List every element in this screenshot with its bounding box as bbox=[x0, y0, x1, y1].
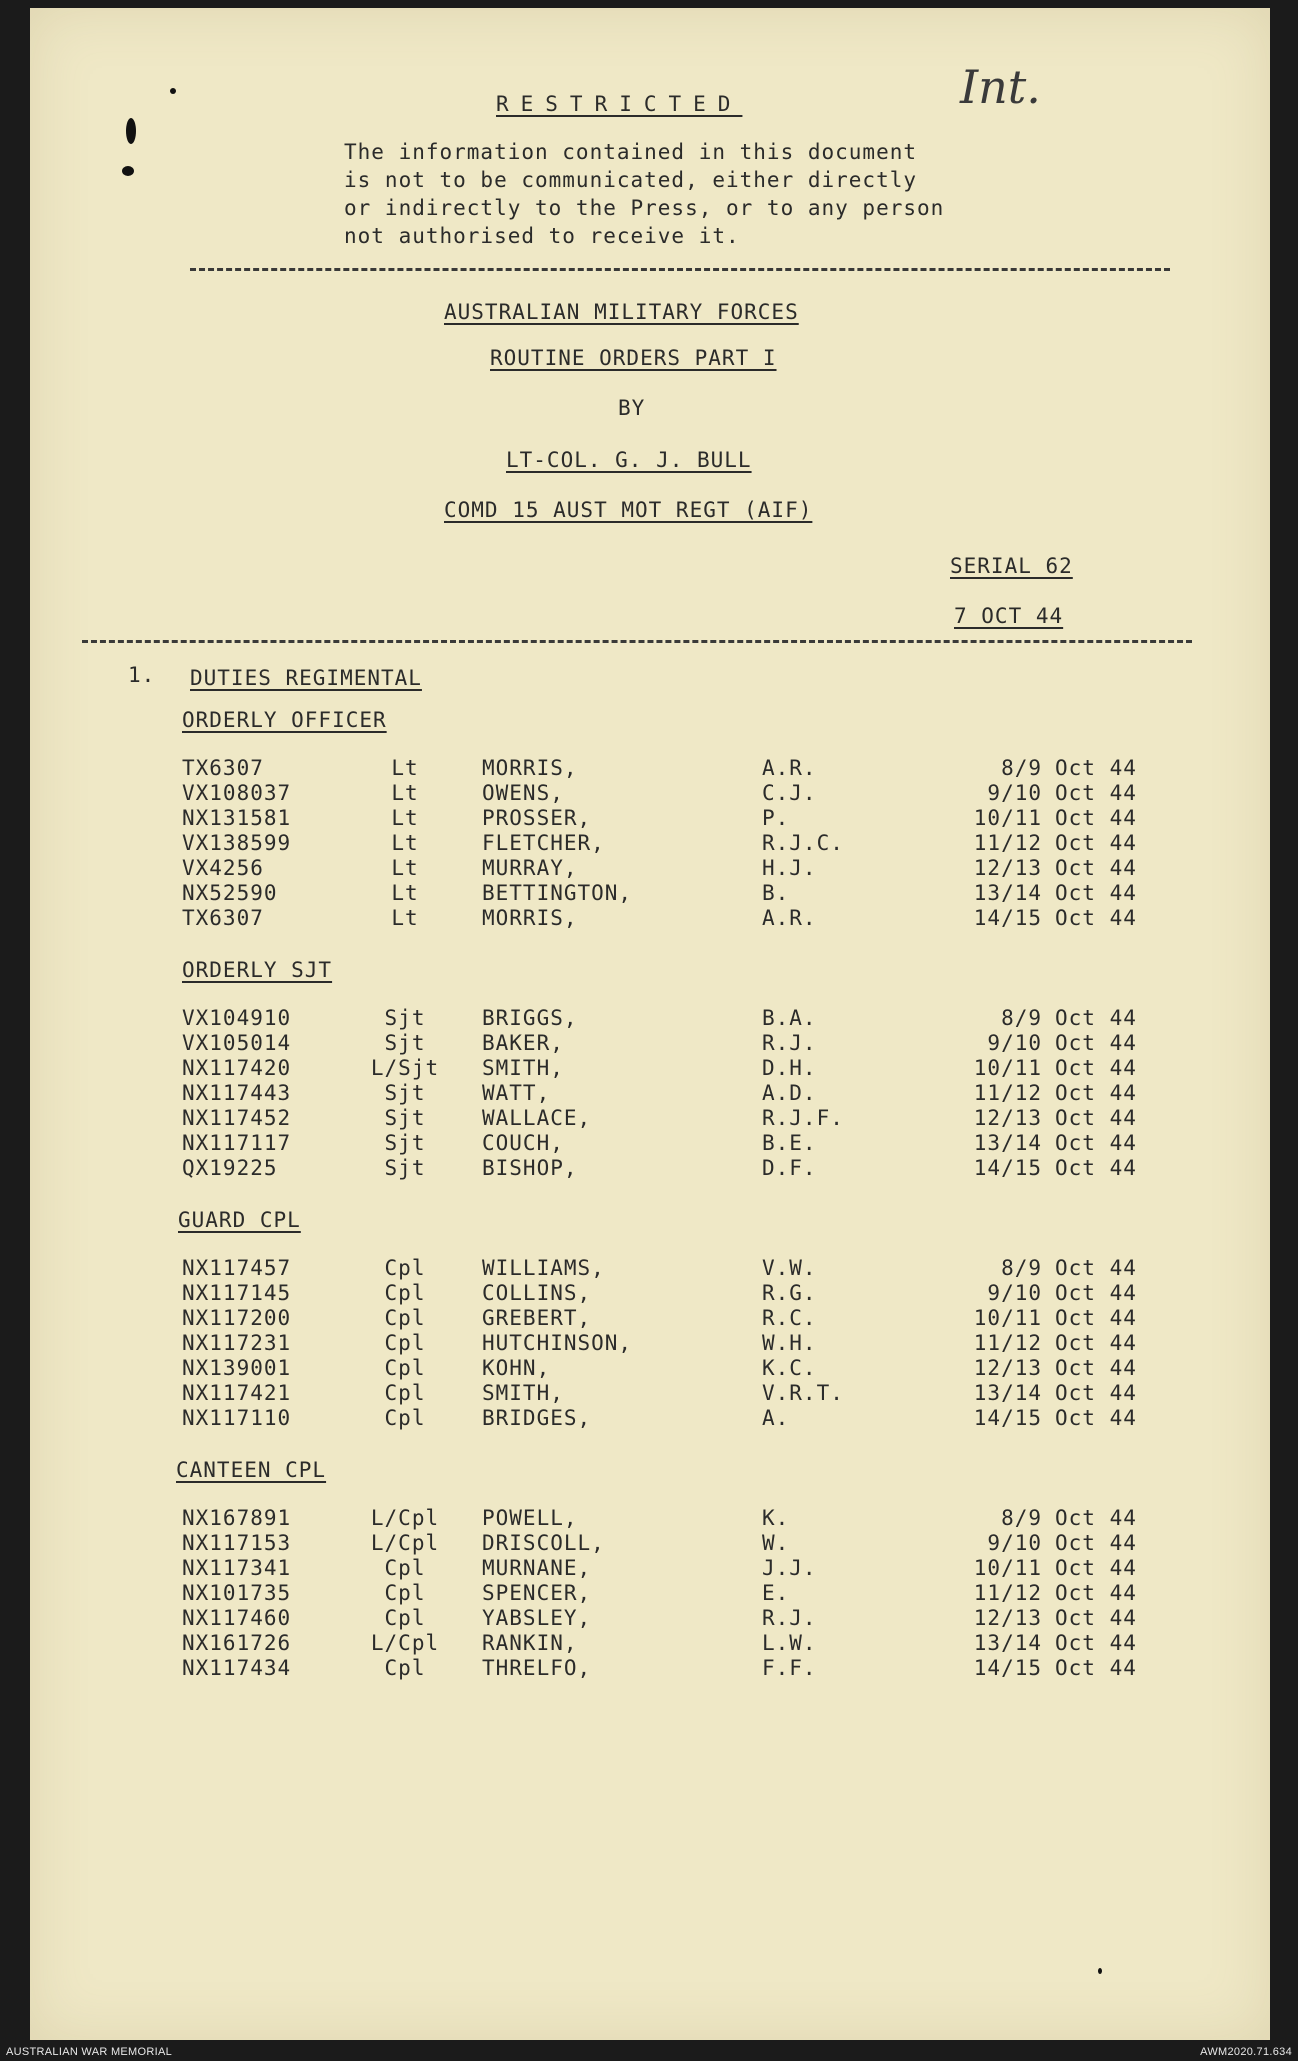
initials: R.J. bbox=[762, 1606, 817, 1630]
duty-month: Oct 44 bbox=[1055, 1381, 1137, 1405]
footer-institution: AUSTRALIAN WAR MEMORIAL bbox=[6, 2046, 173, 2058]
table-row bbox=[30, 1006, 1270, 1032]
service-number: NX117452 bbox=[182, 1106, 292, 1130]
initials: L.W. bbox=[762, 1631, 817, 1655]
surname: BAKER, bbox=[482, 1031, 564, 1055]
duty-month: Oct 44 bbox=[1055, 1006, 1137, 1030]
duty-dates: 9/10 bbox=[987, 1031, 1042, 1055]
rank: Cpl bbox=[384, 1281, 426, 1305]
duty-month: Oct 44 bbox=[1055, 1081, 1137, 1105]
table-row bbox=[30, 1606, 1270, 1632]
rank: Cpl bbox=[384, 1656, 426, 1680]
notice-line: not authorised to receive it. bbox=[344, 224, 740, 248]
service-number: VX104910 bbox=[182, 1006, 292, 1030]
duty-group-canteen-cpl bbox=[30, 1458, 1270, 1708]
surname: SMITH, bbox=[482, 1056, 564, 1080]
section-title: DUTIES REGIMENTAL bbox=[190, 666, 422, 690]
duty-month: Oct 44 bbox=[1055, 831, 1137, 855]
initials: K.C. bbox=[762, 1356, 817, 1380]
initials: V.R.T. bbox=[762, 1381, 844, 1405]
duty-month: Oct 44 bbox=[1055, 1631, 1137, 1655]
duty-dates: 14/15 bbox=[973, 1406, 1042, 1430]
duty-month: Oct 44 bbox=[1055, 1106, 1137, 1130]
duty-month: Oct 44 bbox=[1055, 1306, 1137, 1330]
rank: L/Cpl bbox=[370, 1531, 440, 1555]
table-row bbox=[30, 856, 1270, 882]
group-heading: ORDERLY OFFICER bbox=[182, 708, 387, 732]
duty-dates: 12/13 bbox=[973, 856, 1042, 880]
initials: B. bbox=[762, 881, 790, 905]
service-number: VX4256 bbox=[182, 856, 264, 880]
initials: C.J. bbox=[762, 781, 817, 805]
initials: R.J.F. bbox=[762, 1106, 844, 1130]
rank: L/Sjt bbox=[370, 1056, 440, 1080]
service-number: NX117200 bbox=[182, 1306, 292, 1330]
rank: Cpl bbox=[384, 1256, 426, 1280]
table-row bbox=[30, 1031, 1270, 1057]
rank: Sjt bbox=[384, 1106, 426, 1130]
rank: Lt bbox=[391, 831, 419, 855]
duty-dates: 12/13 bbox=[973, 1106, 1042, 1130]
rank: Lt bbox=[391, 756, 419, 780]
duty-month: Oct 44 bbox=[1055, 1556, 1137, 1580]
table-row bbox=[30, 1656, 1270, 1682]
rank: Sjt bbox=[384, 1006, 426, 1030]
service-number: NX117421 bbox=[182, 1381, 292, 1405]
title-line-5: COMD 15 AUST MOT REGT (AIF) bbox=[444, 498, 813, 522]
duty-dates: 13/14 bbox=[973, 1631, 1042, 1655]
table-row bbox=[30, 1356, 1270, 1382]
notice-line: The information contained in this document bbox=[344, 140, 918, 164]
duty-month: Oct 44 bbox=[1055, 881, 1137, 905]
rank: Sjt bbox=[384, 1156, 426, 1180]
table-row bbox=[30, 806, 1270, 832]
initials: D.F. bbox=[762, 1156, 817, 1180]
table-row bbox=[30, 781, 1270, 807]
surname: MORRIS, bbox=[482, 756, 578, 780]
duty-month: Oct 44 bbox=[1055, 1031, 1137, 1055]
table-row bbox=[30, 1331, 1270, 1357]
table-row bbox=[30, 1381, 1270, 1407]
rank: Lt bbox=[391, 781, 419, 805]
table-row bbox=[30, 756, 1270, 782]
service-number: NX117434 bbox=[182, 1656, 292, 1680]
surname: COUCH, bbox=[482, 1131, 564, 1155]
initials: J.J. bbox=[762, 1556, 817, 1580]
initials: R.C. bbox=[762, 1306, 817, 1330]
duty-dates: 9/10 bbox=[987, 781, 1042, 805]
table-row bbox=[30, 1306, 1270, 1332]
service-number: NX117117 bbox=[182, 1131, 292, 1155]
service-number: NX117460 bbox=[182, 1606, 292, 1630]
initials: A. bbox=[762, 1406, 790, 1430]
duty-dates: 8/9 bbox=[1001, 1256, 1042, 1280]
service-number: NX52590 bbox=[182, 881, 278, 905]
rank: Cpl bbox=[384, 1406, 426, 1430]
initials: H.J. bbox=[762, 856, 817, 880]
duty-dates: 10/11 bbox=[973, 1056, 1042, 1080]
surname: RANKIN, bbox=[482, 1631, 578, 1655]
service-number: TX6307 bbox=[182, 906, 264, 930]
surname: BRIDGES, bbox=[482, 1406, 592, 1430]
duty-month: Oct 44 bbox=[1055, 1581, 1137, 1605]
duty-dates: 14/15 bbox=[973, 1656, 1042, 1680]
service-number: QX19225 bbox=[182, 1156, 278, 1180]
duty-month: Oct 44 bbox=[1055, 756, 1137, 780]
document-page bbox=[30, 8, 1270, 2040]
table-row bbox=[30, 1106, 1270, 1132]
duty-dates: 8/9 bbox=[1001, 1006, 1042, 1030]
initials: V.W. bbox=[762, 1256, 817, 1280]
duty-group-orderly-officer bbox=[30, 708, 1270, 958]
binding-mark bbox=[122, 166, 134, 176]
service-number: NX117341 bbox=[182, 1556, 292, 1580]
duty-month: Oct 44 bbox=[1055, 1331, 1137, 1355]
duty-month: Oct 44 bbox=[1055, 1606, 1137, 1630]
rank: Cpl bbox=[384, 1331, 426, 1355]
rank: Sjt bbox=[384, 1131, 426, 1155]
duty-group-guard-cpl bbox=[30, 1208, 1270, 1458]
surname: GREBERT, bbox=[482, 1306, 592, 1330]
initials: A.R. bbox=[762, 756, 817, 780]
table-row bbox=[30, 1556, 1270, 1582]
rank: L/Cpl bbox=[370, 1631, 440, 1655]
rank: Lt bbox=[391, 906, 419, 930]
table-row bbox=[30, 1406, 1270, 1432]
initials: R.J.C. bbox=[762, 831, 844, 855]
initials: A.R. bbox=[762, 906, 817, 930]
handwritten-annotation: Int. bbox=[960, 60, 1041, 114]
table-row bbox=[30, 1631, 1270, 1657]
duty-group-orderly-sjt bbox=[30, 958, 1270, 1208]
group-heading: ORDERLY SJT bbox=[182, 958, 333, 982]
initials: W.H. bbox=[762, 1331, 817, 1355]
service-number: NX117420 bbox=[182, 1056, 292, 1080]
binding-mark bbox=[126, 118, 136, 144]
surname: WALLACE, bbox=[482, 1106, 592, 1130]
rank: Cpl bbox=[384, 1606, 426, 1630]
notice-line: or indirectly to the Press, or to any person bbox=[344, 196, 945, 220]
table-row bbox=[30, 906, 1270, 932]
initials: F.F. bbox=[762, 1656, 817, 1680]
title-line-1: AUSTRALIAN MILITARY FORCES bbox=[444, 300, 799, 324]
initials: B.E. bbox=[762, 1131, 817, 1155]
divider bbox=[190, 268, 1170, 271]
notice-line: is not to be communicated, either directly bbox=[344, 168, 918, 192]
duty-month: Oct 44 bbox=[1055, 1506, 1137, 1530]
service-number: VX138599 bbox=[182, 831, 292, 855]
duty-dates: 12/13 bbox=[973, 1356, 1042, 1380]
table-row bbox=[30, 1531, 1270, 1557]
initials: R.G. bbox=[762, 1281, 817, 1305]
duty-dates: 10/11 bbox=[973, 1556, 1042, 1580]
initials: W. bbox=[762, 1531, 790, 1555]
duty-dates: 13/14 bbox=[973, 1131, 1042, 1155]
duty-month: Oct 44 bbox=[1055, 806, 1137, 830]
table-row bbox=[30, 881, 1270, 907]
initials: B.A. bbox=[762, 1006, 817, 1030]
duty-month: Oct 44 bbox=[1055, 1156, 1137, 1180]
duty-dates: 11/12 bbox=[973, 1081, 1042, 1105]
duty-dates: 8/9 bbox=[1001, 1506, 1042, 1530]
rank: Sjt bbox=[384, 1031, 426, 1055]
duty-dates: 11/12 bbox=[973, 1331, 1042, 1355]
service-number: NX117231 bbox=[182, 1331, 292, 1355]
surname: BISHOP, bbox=[482, 1156, 578, 1180]
serial-label: SERIAL 62 bbox=[950, 554, 1073, 578]
service-number: NX167891 bbox=[182, 1506, 292, 1530]
surname: MURNANE, bbox=[482, 1556, 592, 1580]
service-number: NX117145 bbox=[182, 1281, 292, 1305]
table-row bbox=[30, 1156, 1270, 1182]
duty-month: Oct 44 bbox=[1055, 781, 1137, 805]
duty-month: Oct 44 bbox=[1055, 1256, 1137, 1280]
duty-month: Oct 44 bbox=[1055, 906, 1137, 930]
table-row bbox=[30, 1506, 1270, 1532]
initials: A.D. bbox=[762, 1081, 817, 1105]
service-number: NX117153 bbox=[182, 1531, 292, 1555]
duty-dates: 14/15 bbox=[973, 1156, 1042, 1180]
surname: SMITH, bbox=[482, 1381, 564, 1405]
initials: D.H. bbox=[762, 1056, 817, 1080]
table-row bbox=[30, 1056, 1270, 1082]
table-row bbox=[30, 831, 1270, 857]
service-number: VX105014 bbox=[182, 1031, 292, 1055]
rank: Cpl bbox=[384, 1306, 426, 1330]
surname: WATT, bbox=[482, 1081, 551, 1105]
rank: Lt bbox=[391, 881, 419, 905]
service-number: VX108037 bbox=[182, 781, 292, 805]
initials: R.J. bbox=[762, 1031, 817, 1055]
surname: SPENCER, bbox=[482, 1581, 592, 1605]
service-number: NX101735 bbox=[182, 1581, 292, 1605]
surname: OWENS, bbox=[482, 781, 564, 805]
surname: WILLIAMS, bbox=[482, 1256, 605, 1280]
duty-month: Oct 44 bbox=[1055, 856, 1137, 880]
footer-reference: AWM2020.71.634 bbox=[1200, 2046, 1292, 2058]
initials: P. bbox=[762, 806, 790, 830]
rank: Cpl bbox=[384, 1581, 426, 1605]
rank: L/Cpl bbox=[370, 1506, 440, 1530]
surname: POWELL, bbox=[482, 1506, 578, 1530]
duty-month: Oct 44 bbox=[1055, 1656, 1137, 1680]
surname: MORRIS, bbox=[482, 906, 578, 930]
binding-mark bbox=[170, 88, 176, 94]
surname: DRISCOLL, bbox=[482, 1531, 605, 1555]
table-row bbox=[30, 1256, 1270, 1282]
surname: BETTINGTON, bbox=[482, 881, 633, 905]
title-line-4: LT-COL. G. J. BULL bbox=[506, 448, 752, 472]
serial-date: 7 OCT 44 bbox=[954, 604, 1064, 628]
rank: Sjt bbox=[384, 1081, 426, 1105]
service-number: NX131581 bbox=[182, 806, 292, 830]
duty-month: Oct 44 bbox=[1055, 1131, 1137, 1155]
divider bbox=[82, 640, 1192, 643]
duty-dates: 14/15 bbox=[973, 906, 1042, 930]
surname: HUTCHINSON, bbox=[482, 1331, 633, 1355]
initials: K. bbox=[762, 1506, 790, 1530]
surname: FLETCHER, bbox=[482, 831, 605, 855]
duty-dates: 11/12 bbox=[973, 831, 1042, 855]
duty-dates: 13/14 bbox=[973, 881, 1042, 905]
rank: Cpl bbox=[384, 1381, 426, 1405]
duty-dates: 10/11 bbox=[973, 806, 1042, 830]
table-row bbox=[30, 1281, 1270, 1307]
surname: COLLINS, bbox=[482, 1281, 592, 1305]
service-number: NX139001 bbox=[182, 1356, 292, 1380]
rank: Lt bbox=[391, 856, 419, 880]
table-row bbox=[30, 1581, 1270, 1607]
restricted-heading: RESTRICTED bbox=[496, 92, 743, 116]
surname: THRELFO, bbox=[482, 1656, 592, 1680]
duty-month: Oct 44 bbox=[1055, 1281, 1137, 1305]
duty-dates: 11/12 bbox=[973, 1581, 1042, 1605]
duty-dates: 13/14 bbox=[973, 1381, 1042, 1405]
service-number: NX117457 bbox=[182, 1256, 292, 1280]
table-row bbox=[30, 1081, 1270, 1107]
table-row bbox=[30, 1131, 1270, 1157]
duty-month: Oct 44 bbox=[1055, 1056, 1137, 1080]
duty-dates: 10/11 bbox=[973, 1306, 1042, 1330]
service-number: NX117110 bbox=[182, 1406, 292, 1430]
rank: Cpl bbox=[384, 1556, 426, 1580]
duty-month: Oct 44 bbox=[1055, 1356, 1137, 1380]
duty-dates: 12/13 bbox=[973, 1606, 1042, 1630]
surname: KOHN, bbox=[482, 1356, 551, 1380]
duty-dates: 9/10 bbox=[987, 1281, 1042, 1305]
surname: MURRAY, bbox=[482, 856, 578, 880]
duty-dates: 8/9 bbox=[1001, 756, 1042, 780]
surname: BRIGGS, bbox=[482, 1006, 578, 1030]
section-number: 1. bbox=[128, 663, 156, 687]
duty-month: Oct 44 bbox=[1055, 1531, 1137, 1555]
rank: Lt bbox=[391, 806, 419, 830]
rank: Cpl bbox=[384, 1356, 426, 1380]
surname: PROSSER, bbox=[482, 806, 592, 830]
group-heading: GUARD CPL bbox=[178, 1208, 301, 1232]
title-line-2: ROUTINE ORDERS PART I bbox=[490, 346, 777, 370]
ink-speck bbox=[1098, 1968, 1102, 1974]
duty-month: Oct 44 bbox=[1055, 1406, 1137, 1430]
service-number: TX6307 bbox=[182, 756, 264, 780]
title-line-3: BY bbox=[618, 396, 646, 420]
group-heading: CANTEEN CPL bbox=[176, 1458, 327, 1482]
service-number: NX161726 bbox=[182, 1631, 292, 1655]
surname: YABSLEY, bbox=[482, 1606, 592, 1630]
initials: E. bbox=[762, 1581, 790, 1605]
service-number: NX117443 bbox=[182, 1081, 292, 1105]
duty-dates: 9/10 bbox=[987, 1531, 1042, 1555]
